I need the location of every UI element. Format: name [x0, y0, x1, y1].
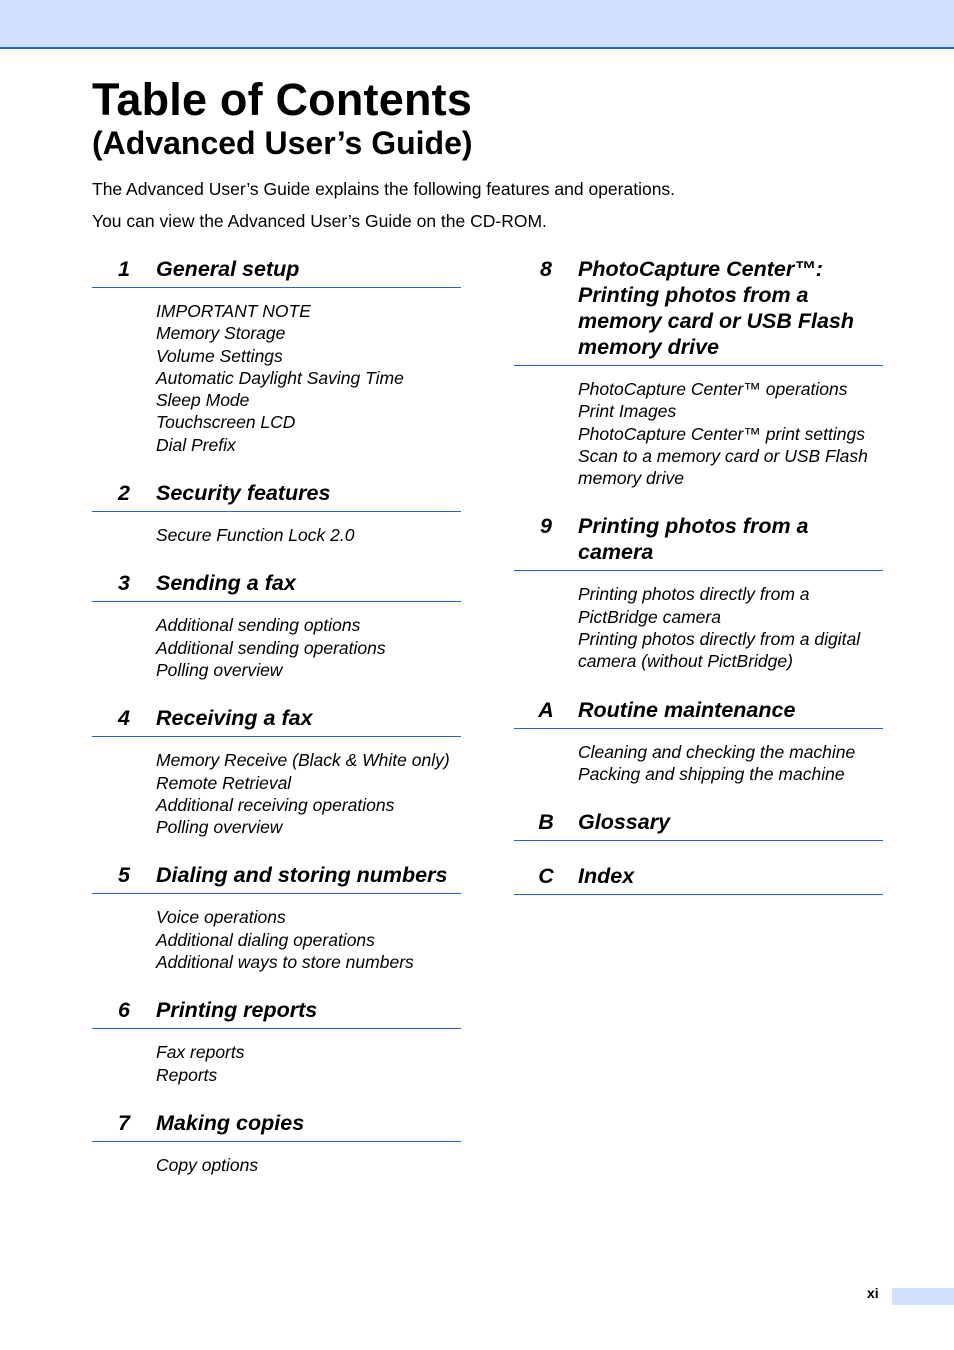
toc-item[interactable]: Polling overview [156, 817, 283, 838]
toc-right-column [514, 256, 883, 929]
toc-section-heading[interactable] [514, 697, 883, 729]
section-number: 7 [118, 1110, 130, 1135]
toc-section-6 [92, 997, 461, 1086]
section-number: 2 [118, 481, 130, 506]
toc-item[interactable]: Volume Settings [156, 345, 283, 366]
toc-item[interactable]: Memory Storage [156, 323, 286, 344]
toc-item[interactable]: Memory Receive (Black & White only) [156, 750, 450, 771]
toc-section-1 [92, 256, 461, 456]
toc-item[interactable]: Sleep Mode [156, 390, 250, 411]
toc-section-2 [92, 480, 461, 546]
section-title[interactable]: General setup [156, 257, 300, 281]
toc-item[interactable]: Additional receiving operations [156, 794, 395, 815]
toc-section-heading[interactable] [514, 256, 883, 366]
section-number: A [538, 697, 554, 722]
page-number: xi [867, 1285, 879, 1301]
toc-section-heading[interactable] [92, 997, 461, 1029]
toc-section-heading[interactable] [514, 863, 883, 895]
toc-section-heading[interactable] [92, 705, 461, 737]
page-title: Table of Contents [92, 74, 473, 125]
toc-section-a [514, 697, 883, 786]
section-items [92, 737, 461, 838]
section-items [92, 1029, 461, 1086]
section-title[interactable]: Security features [156, 481, 331, 506]
toc-item[interactable]: Fax reports [156, 1042, 245, 1063]
toc-item[interactable]: Reports [156, 1064, 218, 1085]
section-title[interactable]: Making copies [156, 1110, 305, 1135]
toc-section-heading[interactable] [92, 480, 461, 512]
section-items [92, 1142, 461, 1176]
toc-section-heading[interactable] [514, 513, 883, 571]
toc-item[interactable]: Touchscreen LCD [156, 412, 296, 433]
intro-line-2: You can view the Advanced User’s Guide on the CD-ROM. [92, 211, 547, 231]
section-number: 9 [540, 514, 552, 539]
section-title[interactable]: Routine maintenance [578, 697, 796, 722]
toc-section-4 [92, 705, 461, 838]
section-number: 3 [118, 571, 130, 596]
section-number: 1 [118, 257, 130, 281]
page-subtitle: (Advanced User’s Guide) [92, 125, 473, 161]
toc-section-5 [92, 862, 461, 973]
toc-section-3 [92, 570, 461, 681]
section-number: 8 [540, 257, 552, 281]
section-items [92, 602, 461, 681]
section-number: 5 [118, 863, 130, 888]
section-number: 4 [118, 706, 130, 731]
section-title[interactable]: Glossary [578, 810, 671, 835]
section-title[interactable]: PhotoCapture Center™: Printing photos from a memory card or USB Flash memory drive [578, 257, 855, 359]
toc-item[interactable]: Cleaning and checking the machine [578, 741, 856, 762]
toc-item[interactable]: Additional ways to store numbers [156, 952, 414, 973]
section-title[interactable]: Sending a fax [156, 571, 296, 596]
section-title[interactable]: Index [578, 864, 635, 889]
toc-item[interactable]: PhotoCapture Center™ operations [578, 379, 848, 399]
section-items [514, 366, 883, 489]
toc-item[interactable]: Dial Prefix [156, 434, 236, 455]
toc-item[interactable]: Remote Retrieval [156, 772, 292, 793]
section-items [92, 288, 461, 456]
toc-section-heading[interactable] [92, 570, 461, 602]
section-title[interactable]: Printing photos from a camera [578, 514, 809, 565]
section-number: 6 [118, 998, 130, 1023]
toc-section-c [514, 863, 883, 895]
section-items [514, 571, 883, 672]
intro-line-1: The Advanced User’s Guide explains the following features and operations. [92, 179, 676, 199]
toc-section-8 [514, 256, 883, 489]
section-number: B [538, 810, 554, 835]
toc-item[interactable]: Print Images [578, 401, 677, 422]
section-title[interactable]: Printing reports [156, 998, 318, 1023]
section-items [514, 729, 883, 786]
section-title[interactable]: Dialing and storing numbers [156, 863, 448, 888]
toc-item[interactable]: PhotoCapture Center™ print settings [578, 423, 865, 444]
section-items [92, 894, 461, 973]
toc-item[interactable]: Automatic Daylight Saving Time [156, 367, 404, 388]
toc-item[interactable]: Voice operations [156, 907, 286, 928]
toc-section-heading[interactable] [92, 1110, 461, 1142]
toc-section-heading[interactable] [92, 256, 461, 288]
toc-section-heading[interactable] [92, 862, 461, 894]
toc-item[interactable]: IMPORTANT NOTE [156, 301, 311, 321]
toc-item[interactable]: Packing and shipping the machine [578, 763, 845, 784]
section-items [92, 512, 461, 546]
toc-item[interactable]: Scan to a memory card or USB Flash memory drive [578, 445, 868, 489]
toc-section-heading[interactable] [514, 809, 883, 841]
header-band [0, 0, 954, 49]
footer-band [892, 1288, 954, 1305]
toc-item[interactable]: Polling overview [156, 659, 283, 680]
toc-section-7 [92, 1110, 461, 1176]
toc-left-column [92, 256, 461, 1200]
toc-item[interactable]: Copy options [156, 1154, 259, 1175]
toc-item[interactable]: Printing photos directly from a digital camera (without PictBridge) [578, 629, 861, 672]
section-title[interactable]: Receiving a fax [156, 706, 313, 731]
toc-item[interactable]: Additional sending options [156, 615, 361, 636]
toc-item[interactable]: Additional sending operations [156, 637, 386, 658]
toc-item[interactable]: Additional dialing operations [156, 929, 375, 950]
section-number: C [538, 864, 554, 889]
toc-item[interactable]: Printing photos directly from a PictBridge camera [578, 584, 810, 627]
toc-item[interactable]: Secure Function Lock 2.0 [156, 525, 355, 546]
toc-section-b [514, 809, 883, 841]
toc-section-9 [514, 513, 883, 672]
